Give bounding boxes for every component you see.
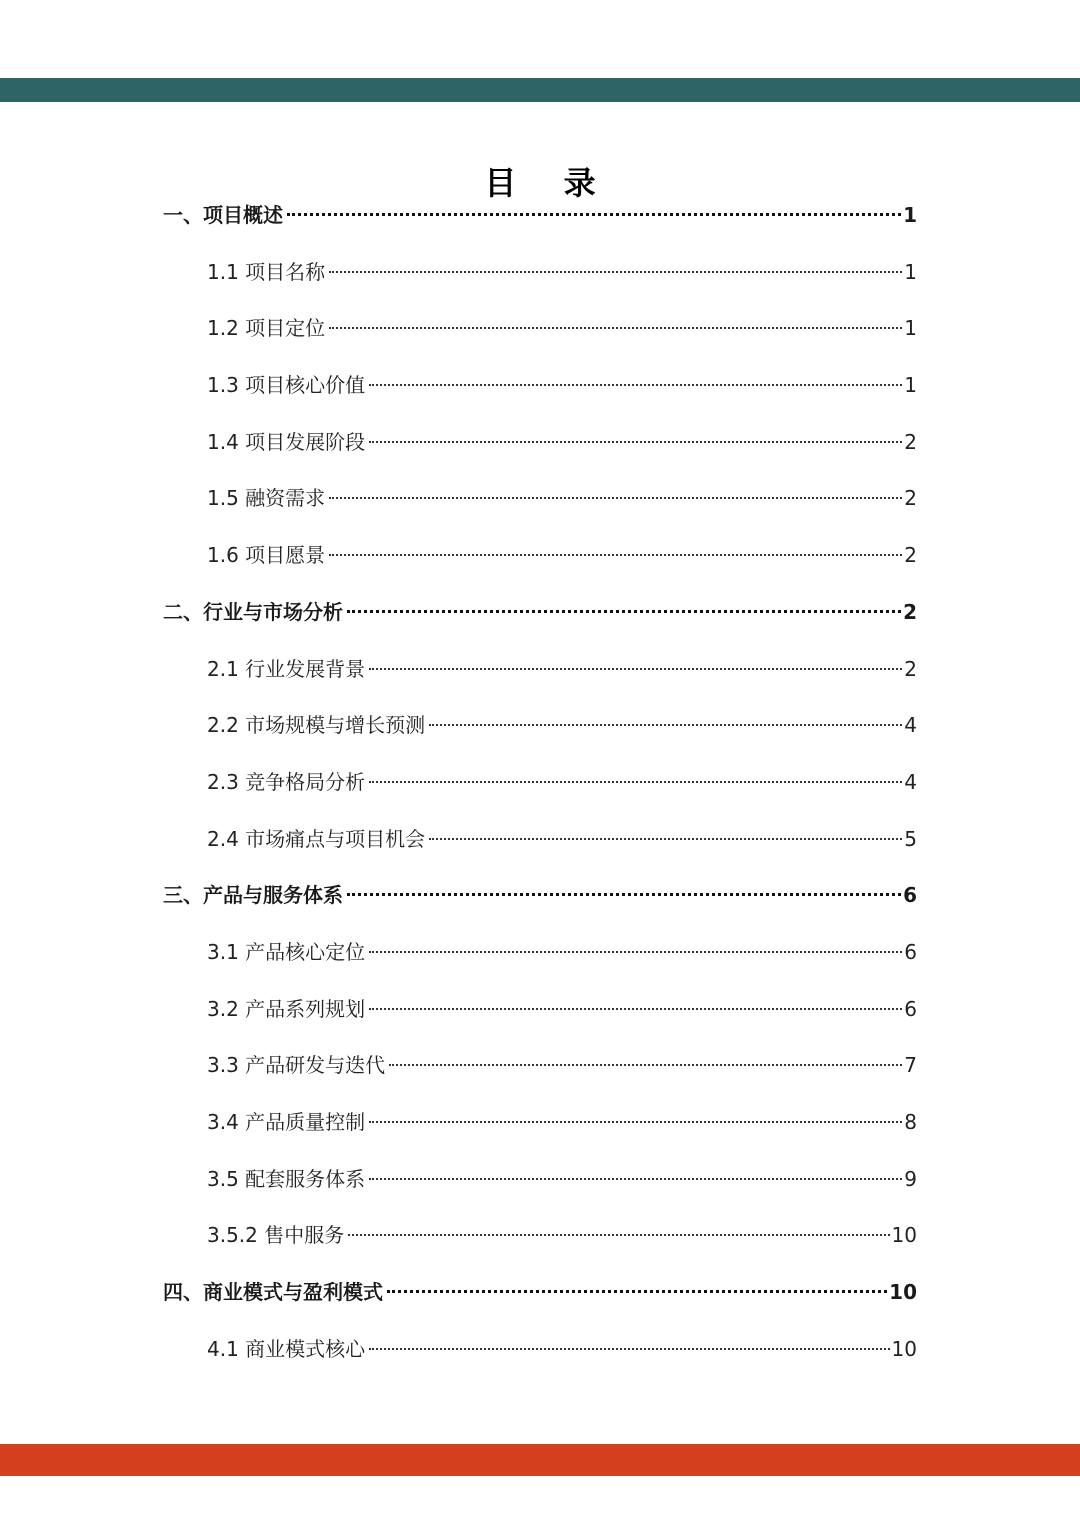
- toc-entry[interactable]: [0, 811, 1080, 868]
- toc-entry-page: 10: [891, 1223, 917, 1248]
- toc-entry-label: 3.5.2 售中服务: [207, 1223, 345, 1248]
- toc-entry-label: 3.5 配套服务体系: [207, 1166, 366, 1191]
- toc-entry-label: 2.4 市场痛点与项目机会: [207, 826, 426, 851]
- toc-dot-leader: [347, 610, 901, 613]
- toc-entry[interactable]: [0, 470, 1080, 527]
- toc-entry-label: 二、行业与市场分析: [163, 599, 343, 624]
- toc-dot-leader: [347, 893, 901, 896]
- toc-entry-label: 一、项目概述: [163, 203, 283, 227]
- toc-entry[interactable]: [0, 867, 1080, 924]
- toc-title: 目 录: [484, 164, 614, 203]
- toc-entry-label: 1.6 项目愿景: [207, 543, 326, 568]
- toc-entry-label: 3.1 产品核心定位: [207, 939, 366, 964]
- toc-dot-leader: [369, 384, 902, 386]
- toc-entry-page: 1: [904, 316, 917, 341]
- toc-dot-leader: [369, 951, 902, 953]
- toc-entry-label: 四、商业模式与盈利模式: [163, 1280, 383, 1305]
- toc-dot-leader: [329, 554, 902, 556]
- toc-entry[interactable]: [0, 1264, 1080, 1321]
- toc-entry-page: 2: [904, 429, 917, 454]
- toc-entry[interactable]: [0, 1207, 1080, 1264]
- toc-entry-label: 2.1 行业发展背景: [207, 656, 366, 681]
- toc-entry-label: 1.2 项目定位: [207, 316, 326, 341]
- toc-entry-label: 3.3 产品研发与迭代: [207, 1053, 386, 1078]
- footer-color-band: [0, 1444, 1080, 1476]
- toc-entry-label: 1.5 融资需求: [207, 486, 326, 511]
- toc-entry-page: 9: [904, 1166, 917, 1191]
- toc-entry[interactable]: [0, 1094, 1080, 1151]
- toc-entry[interactable]: [0, 924, 1080, 981]
- toc-dot-leader: [369, 441, 902, 443]
- toc-dot-leader: [369, 668, 902, 670]
- toc-entry-page: 4: [904, 713, 917, 738]
- toc-entry-page: 2: [904, 486, 917, 511]
- toc-dot-leader: [387, 1290, 887, 1293]
- toc-entry-page: 6: [903, 883, 917, 908]
- header-color-band: [0, 78, 1080, 102]
- toc-entry-page: 4: [904, 769, 917, 794]
- toc-entry-page: 1: [903, 203, 917, 227]
- toc-entry[interactable]: [0, 300, 1080, 357]
- toc-entry[interactable]: [0, 697, 1080, 754]
- toc-dot-leader: [429, 724, 902, 726]
- toc-entry-label: 3.2 产品系列规划: [207, 996, 366, 1021]
- toc-entry-page: 1: [904, 373, 917, 398]
- toc-entry-label: 2.3 竞争格局分析: [207, 769, 366, 794]
- toc-entry[interactable]: [0, 244, 1080, 301]
- toc-entry[interactable]: [0, 1151, 1080, 1208]
- toc-dot-leader: [329, 327, 902, 329]
- toc-entry-label: 4.1 商业模式核心: [207, 1336, 366, 1361]
- toc-dot-leader: [369, 1348, 889, 1350]
- toc-dot-leader: [429, 838, 902, 840]
- toc-dot-leader: [329, 271, 902, 273]
- toc-entry-label: 3.4 产品质量控制: [207, 1110, 366, 1134]
- toc-entry-page: 1: [904, 259, 917, 284]
- toc-dot-leader: [369, 1178, 902, 1180]
- toc-entry[interactable]: [0, 414, 1080, 471]
- toc-entry[interactable]: [0, 981, 1080, 1038]
- toc-dot-leader: [287, 213, 901, 216]
- toc-dot-leader: [389, 1064, 902, 1066]
- toc-entry[interactable]: [0, 641, 1080, 698]
- table-of-contents: [0, 187, 1080, 1377]
- toc-entry-label: 三、产品与服务体系: [163, 883, 343, 908]
- toc-entry[interactable]: [0, 1037, 1080, 1094]
- toc-entry[interactable]: [0, 357, 1080, 414]
- toc-entry-page: 6: [904, 939, 917, 964]
- toc-entry-label: 1.4 项目发展阶段: [207, 429, 366, 454]
- toc-entry-label: 1.1 项目名称: [207, 259, 326, 284]
- toc-dot-leader: [329, 497, 902, 499]
- toc-dot-leader: [348, 1234, 889, 1236]
- toc-entry[interactable]: [0, 584, 1080, 641]
- toc-entry-page: 10: [889, 1280, 917, 1305]
- toc-entry-page: 7: [904, 1053, 917, 1078]
- toc-entry-label: 2.2 市场规模与增长预测: [207, 713, 426, 738]
- toc-entry[interactable]: [0, 754, 1080, 811]
- toc-entry-page: 2: [904, 656, 917, 681]
- toc-entry[interactable]: [0, 527, 1080, 584]
- toc-entry-page: 5: [904, 826, 917, 851]
- toc-entry[interactable]: [0, 1321, 1080, 1378]
- toc-entry-label: 1.3 项目核心价值: [207, 373, 366, 398]
- toc-dot-leader: [369, 1008, 902, 1010]
- toc-dot-leader: [369, 781, 902, 783]
- toc-dot-leader: [369, 1121, 902, 1123]
- toc-entry[interactable]: [0, 187, 1080, 244]
- toc-entry-page: 6: [904, 996, 917, 1021]
- toc-entry-page: 8: [904, 1110, 917, 1134]
- toc-entry-page: 2: [904, 543, 917, 568]
- toc-entry-page: 10: [891, 1336, 917, 1361]
- toc-entry-page: 2: [903, 599, 917, 624]
